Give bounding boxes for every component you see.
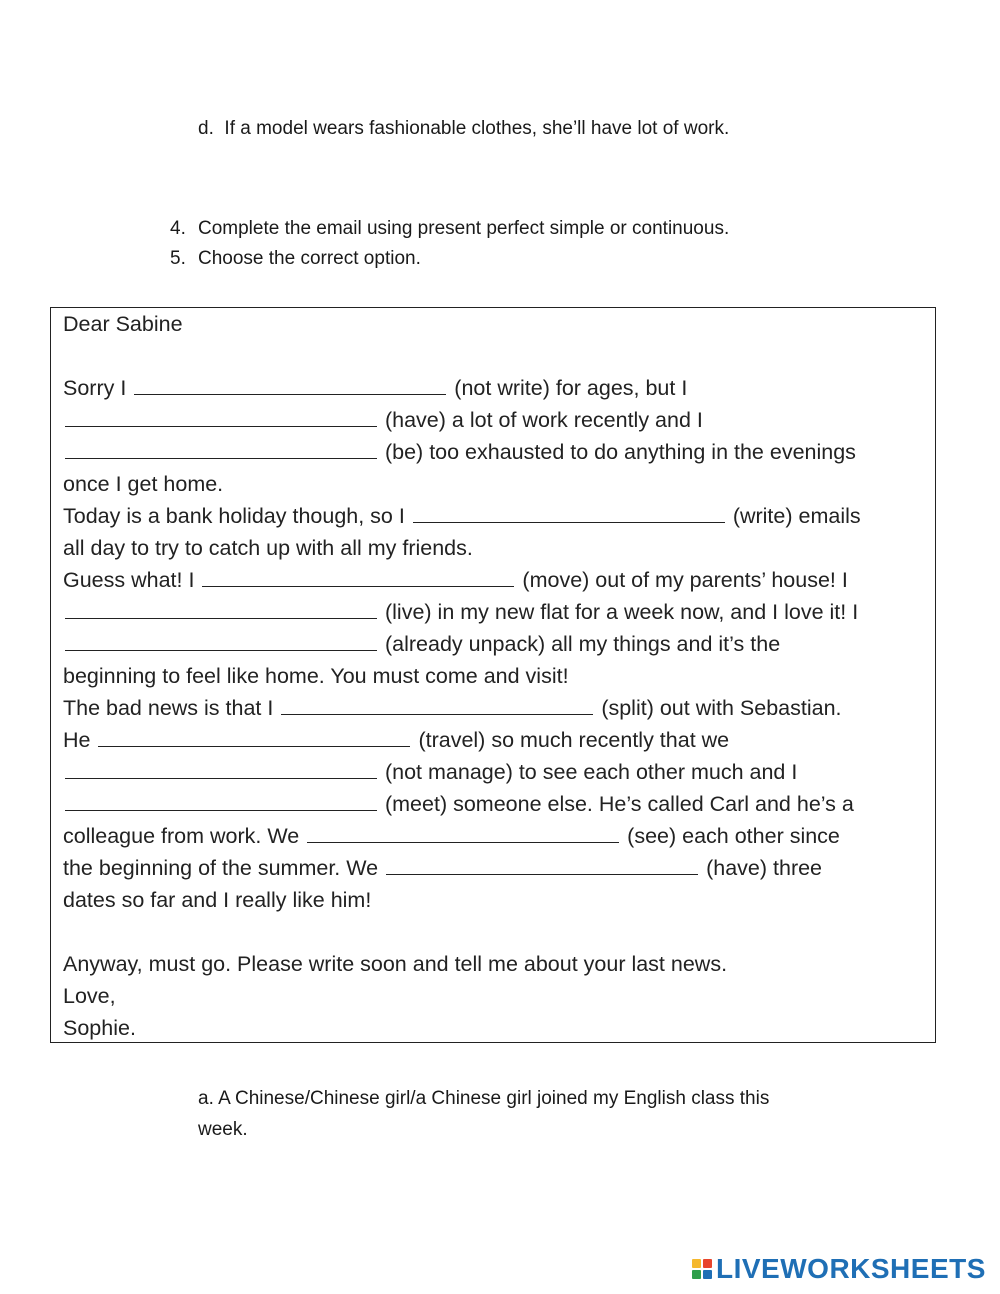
email-text: colleague from work. We	[63, 824, 300, 848]
email-line: Love,	[63, 984, 116, 1008]
answer-blank[interactable]	[413, 504, 725, 523]
email-text: (already unpack) all my things and it’s the	[384, 632, 781, 656]
email-text: (not write) for ages, but I	[454, 376, 688, 400]
email-text: (split) out with Sebastian.	[601, 696, 842, 720]
email-line	[63, 856, 822, 881]
answer-blank[interactable]	[281, 696, 593, 715]
answer-blank[interactable]	[307, 824, 619, 843]
logo-square	[692, 1259, 701, 1268]
email-line	[63, 632, 780, 657]
instruction-5	[170, 248, 421, 270]
instruction-number: 4.	[170, 218, 186, 239]
email-line	[63, 696, 842, 721]
email-line: once I get home.	[63, 472, 224, 496]
question-a-line2: week.	[198, 1119, 248, 1140]
email-text: (live) in my new flat for a week now, and I love it! I	[384, 600, 859, 624]
email-line	[63, 568, 848, 593]
email-text: (have) a lot of work recently and I	[384, 408, 703, 432]
email-line	[63, 760, 797, 785]
email-line	[63, 440, 856, 465]
logo-square	[703, 1270, 712, 1279]
email-line: dates so far and I really like him!	[63, 888, 372, 912]
email-text: (be) too exhausted to do anything in the evenings	[384, 440, 856, 464]
email-line	[63, 728, 729, 753]
answer-blank[interactable]	[134, 376, 446, 395]
email-text: the beginning of the summer. We	[63, 856, 379, 880]
logo-square	[692, 1270, 701, 1279]
email-line: Anyway, must go. Please write soon and tell me about your last news.	[63, 952, 728, 976]
email-line: all day to try to catch up with all my friends.	[63, 536, 473, 560]
answer-blank[interactable]	[65, 408, 377, 427]
email-box	[50, 307, 936, 1043]
question-a-line1: a. A Chinese/Chinese girl/a Chinese girl joined my English class this	[198, 1088, 770, 1109]
email-text: The bad news is that I	[63, 696, 274, 720]
answer-blank[interactable]	[65, 760, 377, 779]
email-text: (meet) someone else. He’s called Carl and he’s a	[384, 792, 854, 816]
email-line	[63, 504, 861, 529]
answer-blank[interactable]	[65, 600, 377, 619]
logo-mark-icon	[692, 1259, 712, 1279]
email-text: Today is a bank holiday though, so I	[63, 504, 405, 528]
answer-blank[interactable]	[202, 568, 514, 587]
email-text: (travel) so much recently that we	[418, 728, 730, 752]
email-line	[63, 792, 854, 817]
item-d	[198, 118, 729, 140]
email-text: (write) emails	[732, 504, 861, 528]
answer-blank[interactable]	[98, 728, 410, 747]
email-line	[63, 408, 703, 433]
answer-blank[interactable]	[65, 440, 377, 459]
instruction-number: 5.	[170, 248, 186, 269]
email-greeting: Dear Sabine	[63, 312, 183, 336]
email-text: Guess what! I	[63, 568, 195, 592]
item-d-marker: d.	[198, 118, 214, 139]
email-line	[63, 376, 687, 401]
item-d-text: If a model wears fashionable clothes, she’ll have lot of work.	[224, 118, 730, 139]
email-text: (see) each other since	[627, 824, 840, 848]
answer-blank[interactable]	[65, 632, 377, 651]
liveworksheets-logo	[692, 1254, 986, 1284]
email-text: He	[63, 728, 91, 752]
answer-blank[interactable]	[386, 856, 698, 875]
email-line	[63, 600, 858, 625]
answer-blank[interactable]	[65, 792, 377, 811]
email-line	[63, 824, 840, 849]
email-line: beginning to feel like home. You must come and visit!	[63, 664, 569, 688]
instruction-text: Choose the correct option.	[198, 248, 421, 269]
instruction-4	[170, 218, 729, 240]
email-text: (move) out of my parents’ house! I	[522, 568, 848, 592]
instruction-text: Complete the email using present perfect simple or continuous.	[198, 218, 730, 239]
logo-text: LIVEWORKSHEETS	[716, 1253, 986, 1284]
email-text: (not manage) to see each other much and I	[384, 760, 798, 784]
logo-square	[703, 1259, 712, 1268]
email-text: (have) three	[706, 856, 823, 880]
email-text: Sorry I	[63, 376, 127, 400]
email-signature: Sophie.	[63, 1016, 136, 1040]
